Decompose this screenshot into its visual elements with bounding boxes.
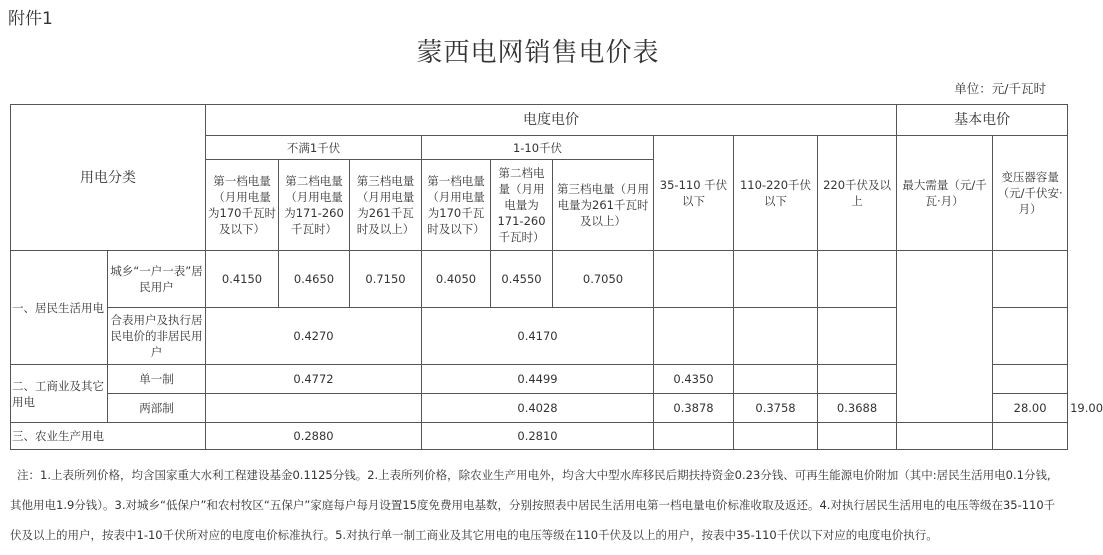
table-cell: 0.4170 xyxy=(422,308,654,365)
tier3-header-1-10: 第三档电量（月用电量为261千瓦时及以上） xyxy=(553,160,654,251)
two-part-label: 两部制 xyxy=(108,394,206,423)
empty-cell xyxy=(993,251,1068,308)
residential-label: 一、居民生活用电 xyxy=(11,251,108,365)
kv1-10-header: 1-10千伏 xyxy=(422,136,654,160)
footnote: 注：1.上表所列价格，均含国家重大水利工程建设基金0.1125分钱。2.上表所列价格，除农业生产用电外，均含大中型水库移民后期扶持资金0.23分钱、可再生能源电价附加（其中:居民生活用电0.1分钱,其他用电1.9分钱）。3.对城乡“低保户”和农村牧区“五保户”家庭每户每月设置15度免费用电基数，分别按照表中居民生活用电第一档电量电价标准收取及返还。4.对执行居民生活用电的电压等级在35-110千伏及以上的用户，按表中1-10千伏所对应的电度电价标准执行。5.对执行单一制工商业及其它用电的电压等级在110千伏及以上的用户，按表中35-110千伏以下对应的电度电价执行。 xyxy=(10,468,1056,542)
empty-cell xyxy=(818,365,897,394)
tier2-header: 第二档电量（月用电量为171-260千瓦时） xyxy=(279,160,350,251)
kv220-header: 220千伏及以上 xyxy=(818,136,897,251)
empty-cell xyxy=(993,308,1068,365)
category-header: 用电分类 xyxy=(11,105,206,251)
price-table: 用电分类 电度电价 基本电价 不满1千伏 1-10千伏 35-110 千伏以下 110-220千伏以下 220千伏及以上 最大需量（元/千瓦·月） 变压器容量（元/千伏安·月） 第一档电量（月用电量为170千瓦时及以下） 第二档电量（月用电量为171-260千瓦时） 第三档电量（月用电量为261千瓦时及以上） 第一档电量（月用电量为170千瓦时及以下） 第二档电量（月用电量为171-260千瓦时） 第三档电量（月用电量为261千瓦时及以上） 一、居民生活用电 城乡“一户一表”居民用户 0.4150 0.4650 0.7150 0.4050 0.4550 0.7050 合表用户及执行居民电价的非居民用户 0.4270 0.4170 二、工商业及其它用电 单一制 0.4772 0.4499 0.4350 两部制 0.4028 0.3878 0.3758 0.3688 28.00 19.00 三、农业生产用电 0.2880 0.2810 xyxy=(10,104,1068,450)
shared-meter-label: 合表用户及执行居民电价的非居民用户 xyxy=(108,308,206,365)
table-cell: 0.4650 xyxy=(279,251,350,308)
empty-cell xyxy=(734,308,818,365)
industrial-label: 二、工商业及其它用电 xyxy=(11,365,108,423)
energy-price-header: 电度电价 xyxy=(206,105,897,136)
table-cell: 0.4270 xyxy=(206,308,422,365)
page-title: 蒙西电网销售电价表 xyxy=(416,38,660,68)
empty-cell xyxy=(734,365,818,394)
empty-cell xyxy=(734,251,818,308)
table-cell: 28.00 xyxy=(993,394,1068,423)
tier1-header-1-10: 第一档电量（月用电量为170千瓦时及以下） xyxy=(422,160,491,251)
lt1kv-header: 不满1千伏 xyxy=(206,136,422,160)
table-cell: 0.4550 xyxy=(491,251,553,308)
single-rate-label: 单一制 xyxy=(108,365,206,394)
table-cell: 0.7150 xyxy=(350,251,422,308)
table-cell: 0.7050 xyxy=(553,251,654,308)
unit-label: 单位：元/千瓦时 xyxy=(954,81,1046,96)
table-cell: 0.2810 xyxy=(422,423,654,450)
kv110-220-header: 110-220千伏以下 xyxy=(734,136,818,251)
empty-cell xyxy=(897,423,993,450)
table-cell: 0.4150 xyxy=(206,251,279,308)
empty-cell xyxy=(993,365,1068,394)
table-cell: 0.3758 xyxy=(734,394,818,423)
empty-cell xyxy=(654,423,734,450)
table-cell: 0.4350 xyxy=(654,365,734,394)
tier3-header: 第三档电量（月用电量为261千瓦时及以上） xyxy=(350,160,422,251)
tier2-header-1-10: 第二档电量（月用电量为171-260千瓦时） xyxy=(491,160,553,251)
table-cell: 0.4772 xyxy=(206,365,422,394)
table-cell: 0.4050 xyxy=(422,251,491,308)
empty-cell xyxy=(206,394,422,423)
one-meter-label: 城乡“一户一表”居民用户 xyxy=(108,251,206,308)
annex-label: 附件1 xyxy=(8,9,53,29)
empty-cell xyxy=(654,308,734,365)
empty-cell xyxy=(818,308,897,365)
transformer-header: 变压器容量（元/千伏安·月） xyxy=(993,136,1068,251)
basic-price-header: 基本电价 xyxy=(897,105,1068,136)
table-cell: 0.4028 xyxy=(422,394,654,423)
table-cell: 0.3878 xyxy=(654,394,734,423)
table-cell: 0.4499 xyxy=(422,365,654,394)
table-cell: 0.3688 xyxy=(818,394,897,423)
empty-cell xyxy=(734,423,818,450)
empty-cell xyxy=(818,251,897,308)
empty-cell xyxy=(818,423,897,450)
max-demand-header: 最大需量（元/千瓦·月） xyxy=(897,136,993,251)
empty-cell xyxy=(654,251,734,308)
kv35-110-header: 35-110 千伏以下 xyxy=(654,136,734,251)
empty-cell xyxy=(897,251,993,423)
table-cell: 0.2880 xyxy=(206,423,422,450)
empty-cell xyxy=(993,423,1068,450)
tier1-header: 第一档电量（月用电量为170千瓦时及以下） xyxy=(206,160,279,251)
agriculture-label: 三、农业生产用电 xyxy=(11,423,206,450)
